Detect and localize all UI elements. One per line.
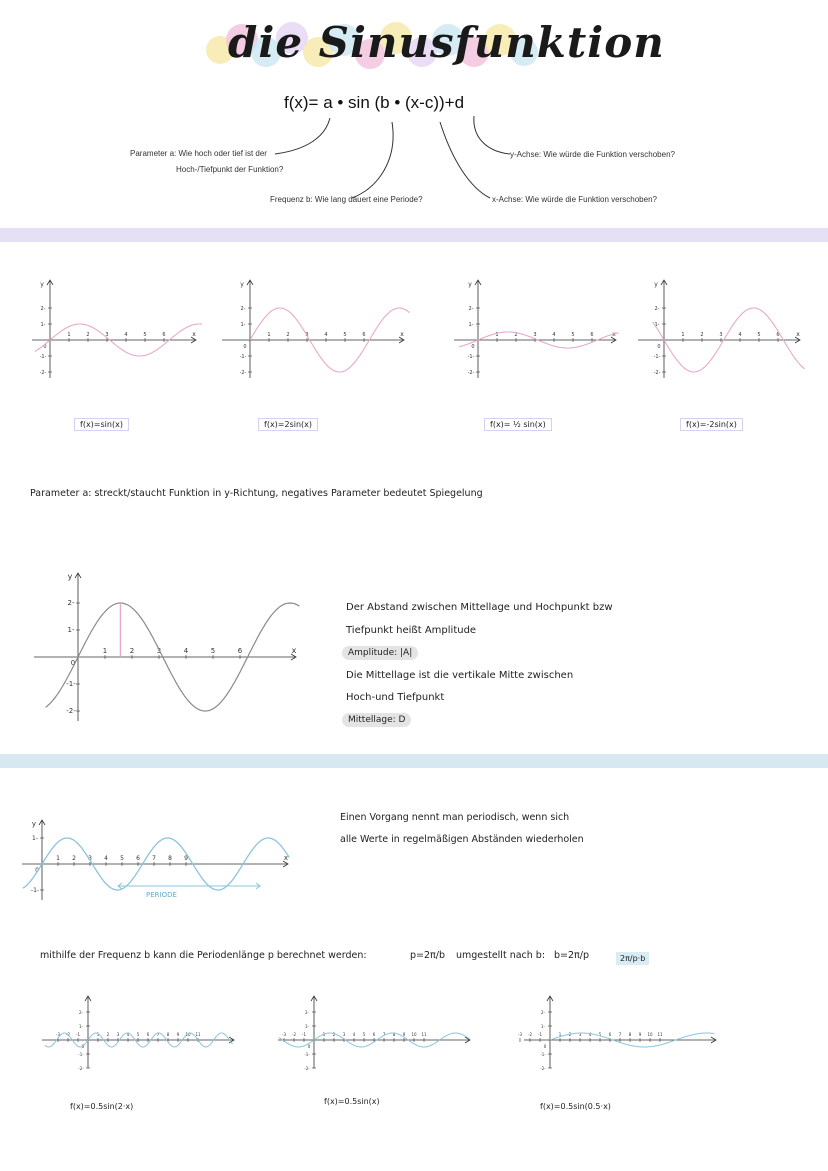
x-tick-label: 3: [533, 332, 537, 338]
origin-label: 0: [543, 1044, 547, 1049]
x-tick-label: 3: [105, 332, 109, 338]
amplitude-line-3: Die Mittellage ist die vertikale Mitte zwischen: [346, 670, 574, 681]
x-tick-label: 3: [342, 1032, 346, 1037]
y-tick-label: 1-: [67, 626, 75, 634]
x-tick-label: 1: [96, 1032, 100, 1037]
x-tick-label: 1: [558, 1032, 562, 1037]
x-tick-label: 9: [402, 1032, 406, 1037]
y-tick-label: 1-: [79, 1024, 83, 1029]
y-tick-label: 2-: [654, 306, 660, 312]
origin-label: 0: [35, 867, 39, 874]
x-tick-label: 6: [372, 1032, 376, 1037]
graph-label-05sin-05x: f(x)=0.5sin(0.5·x): [540, 1102, 611, 1111]
y-tick-label: -1-: [39, 354, 47, 360]
x-tick-label: -3: [282, 1032, 286, 1037]
origin-label: 0: [307, 1044, 311, 1049]
origin-label: 0: [81, 1044, 85, 1049]
x-tick-label: 6: [776, 332, 780, 338]
y-tick-label: 2-: [79, 1010, 83, 1015]
param-a-explanation: Parameter a: streckt/staucht Funktion in y-Richtung, negatives Parameter bedeutet Spiegelung: [30, 488, 483, 499]
graph-sin-x: [28, 272, 200, 382]
x-tick-label: 2: [700, 332, 704, 338]
y-tick-label: -2-: [66, 707, 76, 715]
y-tick-label: 1-: [240, 322, 246, 328]
graph-label-neg2sin-x: f(x)=-2sin(x): [680, 418, 743, 431]
x-tick-label: 5: [598, 1032, 602, 1037]
note-param-c: x-Achse: Wie würde die Funktion verschoben?: [492, 195, 657, 204]
x-tick-label: 8: [392, 1032, 396, 1037]
x-tick-label: 1: [102, 647, 108, 655]
page-title: die Sinusfunktion: [228, 18, 665, 67]
x-tick-label: 2: [129, 647, 135, 655]
y-tick-label: -1-: [653, 354, 661, 360]
x-tick-label: 5: [757, 332, 761, 338]
y-tick-label: 1-: [40, 322, 46, 328]
y-axis-label: y: [40, 281, 44, 288]
graph-label-2sin-x: f(x)=2sin(x): [258, 418, 318, 431]
y-tick-label: 2-: [40, 306, 46, 312]
x-tick-label: 4: [552, 332, 556, 338]
x-axis-label: x: [612, 331, 616, 338]
origin-label: 0: [471, 344, 475, 350]
periode-label: PERIODE: [146, 891, 177, 899]
x-tick-label: 7: [618, 1032, 622, 1037]
x-tick-label: 2: [332, 1032, 336, 1037]
x-tick-label: 8: [168, 855, 172, 862]
graph-label-half-sin-x: f(x)= ½ sin(x): [484, 418, 552, 431]
x-tick-label: 4: [352, 1032, 356, 1037]
y-tick-label: -2-: [304, 1066, 310, 1071]
x-tick-label: 5: [120, 855, 124, 862]
amplitude-line-4: Hoch-und Tiefpunkt: [346, 692, 445, 703]
amplitude-badge: Amplitude: |A|: [342, 646, 418, 660]
x-tick-label: 4: [588, 1032, 592, 1037]
x-tick-label: 7: [152, 855, 156, 862]
formula-pointer-lines: [0, 0, 828, 220]
x-tick-label: 5: [143, 332, 147, 338]
x-tick-label: 2: [286, 332, 290, 338]
section-divider-blue: [0, 754, 828, 768]
amplitude-line-2: Tiefpunkt heißt Amplitude: [346, 625, 477, 636]
x-axis-label: x: [400, 331, 404, 338]
frequency-text-2: umgestellt nach b:: [456, 950, 546, 961]
graph-amplitude: [30, 565, 300, 725]
graph-label-05sin-2x: f(x)=0.5sin(2·x): [70, 1102, 134, 1111]
mittellage-badge: Mittellage: D: [342, 713, 411, 727]
x-tick-label: 9: [184, 855, 188, 862]
frequency-formula-b: b=2π/p: [554, 950, 589, 961]
x-tick-label: 5: [136, 1032, 140, 1037]
y-axis-label: y: [31, 820, 37, 828]
note-param-a-1: Parameter a: Wie hoch oder tief ist der: [130, 149, 267, 158]
x-tick-label: 4: [124, 332, 128, 338]
x-tick-label: 3: [156, 647, 162, 655]
note-param-b: Frequenz b: Wie lang dauert eine Periode?: [270, 195, 423, 204]
x-tick-label: 3: [578, 1032, 582, 1037]
x-tick-label: -3: [518, 1032, 522, 1037]
x-tick-label: 10: [185, 1032, 191, 1037]
y-tick-label: -2-: [540, 1066, 546, 1071]
x-tick-label: 5: [343, 332, 347, 338]
graph-label-05sin-x: f(x)=0.5sin(x): [324, 1097, 380, 1106]
graph-2sin-x: [218, 272, 408, 382]
x-tick-label: 6: [590, 332, 594, 338]
y-tick-label: -2-: [653, 370, 661, 376]
periode-line-2: alle Werte in regelmäßigen Abständen wiederholen: [340, 834, 584, 845]
x-tick-label: 2: [86, 332, 90, 338]
graph-05sin-05x: [520, 992, 720, 1072]
x-tick-label: 4: [738, 332, 742, 338]
y-tick-label: 1-: [32, 835, 38, 842]
y-tick-label: -1-: [78, 1052, 84, 1057]
origin-label: 0: [70, 659, 76, 667]
x-tick-label: 1: [67, 332, 71, 338]
y-tick-label: 1-: [541, 1024, 545, 1029]
graph-label-sin-x: f(x)=sin(x): [74, 418, 129, 431]
y-tick-label: -1-: [304, 1052, 310, 1057]
x-tick-label: 4: [104, 855, 108, 862]
x-tick-label: -1: [76, 1032, 80, 1037]
graph-05sin-2x: [38, 992, 238, 1072]
y-tick-label: 2-: [468, 306, 474, 312]
y-tick-label: 1-: [305, 1024, 309, 1029]
graph-half-sin-x: [450, 272, 620, 382]
y-axis-label: y: [468, 281, 472, 288]
graph-05sin-x: [274, 992, 474, 1072]
x-tick-label: 2: [514, 332, 518, 338]
x-tick-label: 2: [568, 1032, 572, 1037]
origin-label: 0: [657, 344, 661, 350]
note-param-d: y-Achse: Wie würde die Funktion verschoben?: [510, 150, 675, 159]
x-tick-label: 11: [657, 1032, 663, 1037]
y-tick-label: 1-: [654, 322, 660, 328]
frequency-formula-p: p=2π/b: [410, 950, 445, 961]
y-tick-label: -2-: [467, 370, 475, 376]
x-tick-label: 7: [382, 1032, 386, 1037]
x-tick-label: 1: [56, 855, 60, 862]
y-tick-label: -1-: [30, 887, 40, 894]
x-tick-label: 5: [210, 647, 216, 655]
y-tick-label: -2-: [39, 370, 47, 376]
x-tick-label: 5: [571, 332, 575, 338]
y-axis-label: y: [240, 281, 244, 288]
x-tick-label: 10: [647, 1032, 653, 1037]
x-tick-label: 11: [421, 1032, 427, 1037]
frequency-text: mithilfe der Frequenz b kann die Periodenlänge p berechnet werden:: [40, 950, 367, 961]
x-tick-label: 7: [156, 1032, 160, 1037]
x-tick-label: 10: [411, 1032, 417, 1037]
origin-label: 0: [43, 344, 47, 350]
y-tick-label: -1-: [66, 680, 76, 688]
section-divider-lavender: [0, 228, 828, 242]
x-tick-label: 1: [322, 1032, 326, 1037]
x-axis-label: x: [796, 331, 800, 338]
graph-neg2sin-x: [634, 272, 804, 382]
x-tick-label: 5: [362, 1032, 366, 1037]
x-tick-label: 6: [608, 1032, 612, 1037]
x-tick-label: 3: [116, 1032, 120, 1037]
x-tick-label: 1: [267, 332, 271, 338]
y-tick-label: 2-: [305, 1010, 309, 1015]
formula: f(x)= a • sin (b • (x-c))+d: [284, 93, 465, 112]
x-tick-label: 6: [237, 647, 243, 655]
x-tick-label: -1: [302, 1032, 306, 1037]
y-tick-label: 2-: [240, 306, 246, 312]
x-tick-label: 4: [183, 647, 189, 655]
x-axis-label: x: [291, 646, 297, 655]
frequency-formula-pb: 2π/p·b: [616, 952, 649, 965]
x-tick-label: 6: [136, 855, 140, 862]
x-tick-label: 4: [126, 1032, 130, 1037]
x-tick-label: 9: [176, 1032, 180, 1037]
x-tick-label: 6: [362, 332, 366, 338]
y-tick-label: 1-: [468, 322, 474, 328]
x-tick-label: 8: [628, 1032, 632, 1037]
amplitude-line-1: Der Abstand zwischen Mittellage und Hochpunkt bzw: [346, 602, 613, 613]
origin-label: 0: [243, 344, 247, 350]
y-tick-label: 2-: [67, 599, 75, 607]
x-tick-label: 8: [166, 1032, 170, 1037]
x-axis-label: x: [192, 331, 196, 338]
x-tick-label: -2: [292, 1032, 296, 1037]
x-tick-label: 2: [72, 855, 76, 862]
x-tick-label: 3: [88, 855, 92, 862]
x-tick-label: 1: [495, 332, 499, 338]
y-tick-label: -2-: [78, 1066, 84, 1071]
y-axis-label: y: [654, 281, 658, 288]
y-axis-label: y: [67, 572, 73, 581]
x-tick-label: -3: [56, 1032, 60, 1037]
x-tick-label: -2: [528, 1032, 532, 1037]
x-tick-label: -1: [538, 1032, 542, 1037]
x-axis-label: x: [283, 854, 289, 862]
x-tick-label: 4: [324, 332, 328, 338]
y-tick-label: 2-: [541, 1010, 545, 1015]
x-tick-label: 2: [106, 1032, 110, 1037]
periode-line-1: Einen Vorgang nennt man periodisch, wenn sich: [340, 812, 570, 823]
x-tick-label: 6: [146, 1032, 150, 1037]
y-tick-label: -1-: [467, 354, 475, 360]
x-tick-label: 11: [195, 1032, 201, 1037]
x-tick-label: -2: [66, 1032, 70, 1037]
y-tick-label: -1-: [540, 1052, 546, 1057]
x-tick-label: 1: [681, 332, 685, 338]
x-tick-label: 9: [638, 1032, 642, 1037]
x-tick-label: 3: [719, 332, 723, 338]
y-tick-label: -2-: [239, 370, 247, 376]
note-param-a-2: Hoch-/Tiefpunkt der Funktion?: [176, 165, 284, 174]
x-tick-label: 3: [305, 332, 309, 338]
y-tick-label: -1-: [239, 354, 247, 360]
x-tick-label: 6: [162, 332, 166, 338]
